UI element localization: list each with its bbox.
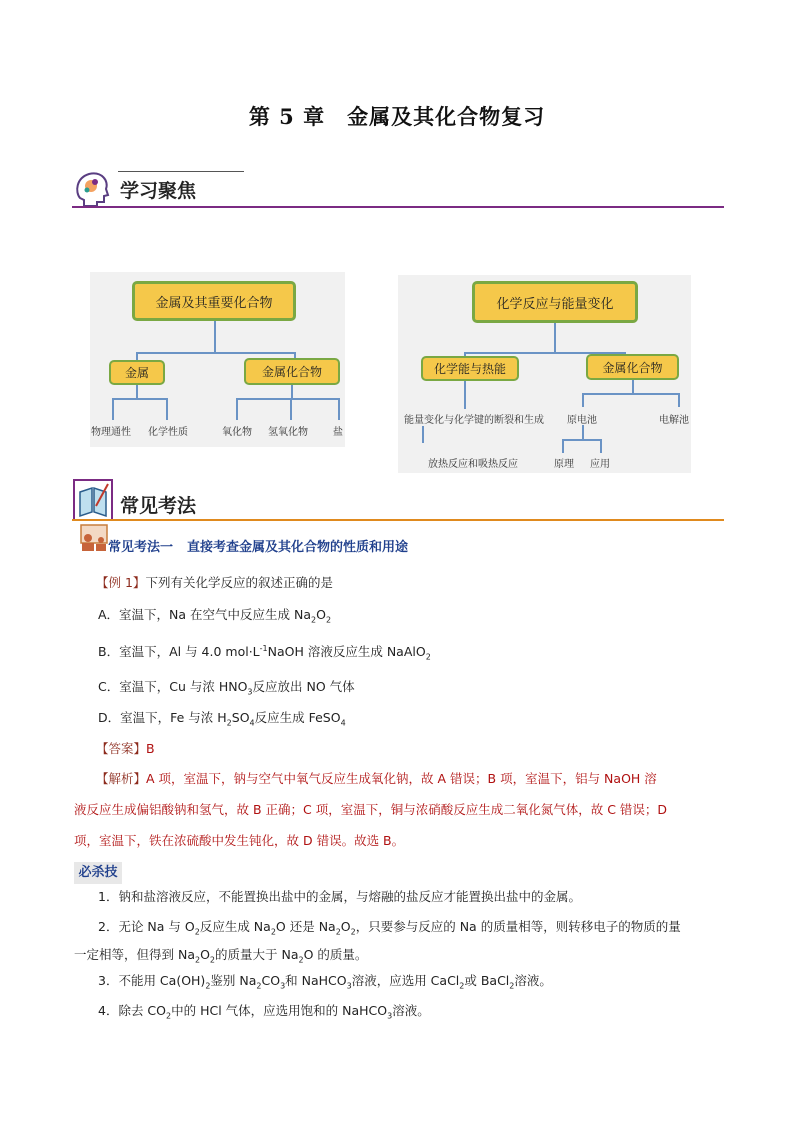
section-divider bbox=[72, 519, 724, 521]
mindmap-leaf: 原电池 bbox=[567, 415, 597, 426]
mindmap-leaf: 应用 bbox=[590, 459, 610, 470]
mindmap-branch-node: 化学能与热能 bbox=[421, 356, 519, 381]
tip-1: 1．钠和盐溶液反应，不能置换出盐中的金属，与熔融的盐反应才能置换出盐中的金属。 bbox=[98, 889, 581, 904]
answer-line: 【答案】B bbox=[96, 741, 155, 756]
mindmap-energy bbox=[398, 275, 691, 473]
example-question: 【例 1】下列有关化学反应的叙述正确的是 bbox=[96, 575, 333, 590]
analysis-line-1: 【解析】A 项，室温下，钠与空气中氧气反应生成氧化钠，故 A 错误；B 项，室温下，铝与 NaOH 溶 bbox=[96, 771, 657, 786]
mindmap-root-node: 化学反应与能量变化 bbox=[472, 281, 638, 323]
option-d: D．室温下，Fe 与浓 $H_2SO_4$反应生成 FeSO$_4$ bbox=[98, 710, 346, 728]
mindmap-root-node: 金属及其重要化合物 bbox=[132, 281, 296, 321]
tip-2-line-2: 一定相等，但得到 $Na_2O_2$的质量大于 $Na_2O$ 的质量。 bbox=[74, 947, 368, 965]
option-a: A．室温下，Na 在空气中反应生成 $Na_2O_2$ bbox=[98, 607, 332, 625]
tip-4: 4．除去 $CO_2$中的 HCl 气体，应选用饱和的 NaHCO$_3$溶液。 bbox=[98, 1003, 430, 1021]
method-heading: 常见考法一 直接考查金属及其化合物的性质和用途 bbox=[108, 540, 409, 555]
mindmap-leaf: 盐 bbox=[333, 427, 343, 438]
tips-header: 必杀技 bbox=[74, 862, 122, 884]
mindmap-metals bbox=[90, 272, 345, 447]
section-divider bbox=[72, 206, 724, 208]
mindmap-branch-node: 金属 bbox=[109, 360, 165, 385]
mindmap-leaf: 能量变化与化学键的断裂和生成 bbox=[404, 415, 544, 426]
mindmap-leaf: 放热反应和吸热反应 bbox=[428, 459, 518, 470]
mindmap-branch-node: 金属化合物 bbox=[586, 354, 679, 380]
mindmap-leaf: 化学性质 bbox=[148, 427, 188, 438]
teacher-icon bbox=[80, 524, 108, 552]
page-title: 第 5 章 金属及其化合物复习 bbox=[248, 104, 546, 129]
analysis-line-3: 项，室温下，铁在浓硫酸中发生钝化，故 D 错误。故选 B。 bbox=[74, 833, 405, 848]
section-header-study-focus bbox=[72, 166, 724, 210]
mindmap-leaf: 电解池 bbox=[659, 415, 689, 426]
head-brain-icon bbox=[72, 168, 112, 208]
tip-2-line-1: 2．无论 Na 与 $O_2$反应生成 $Na_2O$ 还是 $Na_2O_2$，只要参与反应的 Na 的质量相等，则转移电子的物质的量 bbox=[98, 919, 681, 937]
option-b: B．室温下，Al 与 4.0 $mol\cdot L^{-1}NaOH$ 溶液反应生成 NaAlO$_2$ bbox=[98, 644, 431, 662]
section-header-common-methods bbox=[72, 478, 724, 522]
section-title: 常见考法 bbox=[120, 495, 197, 517]
analysis-line-2: 液反应生成偏铝酸钠和氢气，故 B 正确；C 项，室温下，铜与浓硝酸反应生成二氧化氮气体，故 C 错误；D bbox=[74, 802, 668, 817]
mindmap-leaf: 氢氧化物 bbox=[268, 427, 308, 438]
section-title: 学习聚焦 bbox=[120, 180, 197, 202]
mindmap-leaf: 物理通性 bbox=[91, 427, 131, 438]
open-book-icon bbox=[72, 478, 114, 522]
tip-3: 3．不能用 $Ca(OH)_2$鉴别 $Na_2CO_3$和 NaHCO$_3$溶液，应选用 CaCl$_2$或 BaCl$_2$溶液。 bbox=[98, 973, 552, 991]
mindmap-leaf: 氧化物 bbox=[222, 427, 252, 438]
option-c: C．室温下，Cu 与浓 $HNO_3$反应放出 NO 气体 bbox=[98, 679, 355, 697]
mindmap-branch-node: 金属化合物 bbox=[244, 358, 340, 385]
mindmap-leaf: 原理 bbox=[554, 459, 574, 470]
